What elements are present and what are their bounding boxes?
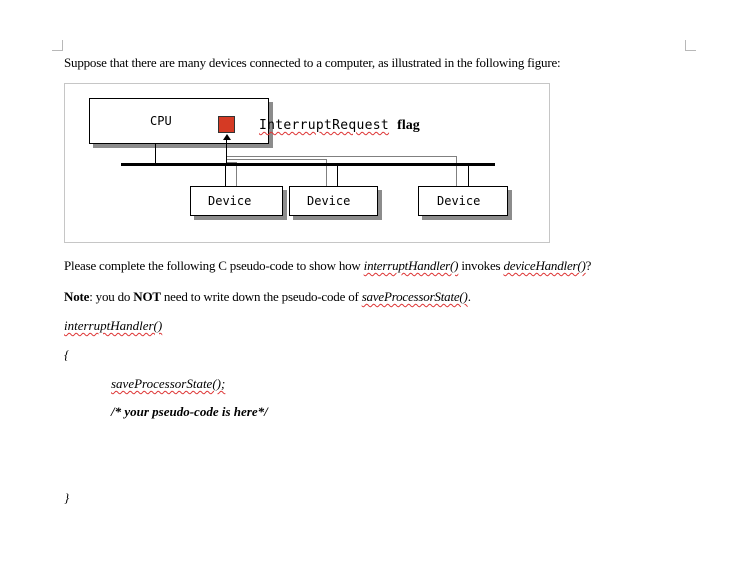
cpu-bus-connector: [155, 144, 156, 163]
device-box: [289, 186, 378, 216]
device-label: Device: [307, 194, 351, 208]
margin-corner-mark: [52, 40, 63, 51]
device-box: [190, 186, 283, 216]
intro-paragraph: Suppose that there are many devices connected to a computer, as illustrated in the following figure:: [64, 55, 561, 70]
note-text: need to write down the pseudo-code of: [160, 289, 362, 304]
question-middle: invokes: [458, 258, 504, 273]
code-header: interruptHandler(): [64, 318, 163, 333]
device-box: [418, 186, 508, 216]
interrupt-line: [227, 156, 457, 157]
question-suffix: ?: [585, 258, 592, 273]
flag-line: [226, 138, 227, 164]
function-name: deviceHandler(): [503, 258, 586, 273]
note-end: .: [467, 289, 471, 304]
device-connector: [337, 166, 338, 186]
system-bus: [121, 163, 495, 166]
device-bus-figure: [64, 83, 550, 243]
question-paragraph: [64, 258, 591, 274]
device-label: Device: [437, 194, 481, 208]
arrow-head-icon: [223, 134, 231, 140]
cpu-box: [89, 98, 269, 144]
note-text: : you do: [89, 289, 134, 304]
function-name: interruptHandler(): [363, 258, 459, 273]
flag-name: InterruptRequest: [259, 118, 390, 133]
note-paragraph: [64, 289, 471, 305]
code-call: saveProcessorState();: [111, 376, 226, 391]
margin-corner-mark: [685, 40, 696, 51]
device-connector: [225, 166, 226, 186]
flag-label: [259, 118, 420, 134]
flag-word: flag: [397, 118, 420, 133]
code-open-brace: {: [64, 347, 70, 362]
code-close-brace: }: [64, 490, 70, 505]
interrupt-line: [227, 159, 327, 160]
interrupt-line: [456, 156, 457, 186]
question-prefix: Please complete the following C pseudo-code to show how: [64, 258, 364, 273]
interrupt-flag-box: [218, 116, 235, 133]
note-label: Note: [64, 289, 90, 304]
device-connector: [468, 166, 469, 186]
code-comment: /* your pseudo-code is here*/: [111, 404, 268, 419]
function-name: saveProcessorState(): [361, 289, 468, 304]
note-not: NOT: [133, 289, 161, 304]
device-label: Device: [208, 194, 252, 208]
cpu-label: CPU: [150, 114, 172, 128]
